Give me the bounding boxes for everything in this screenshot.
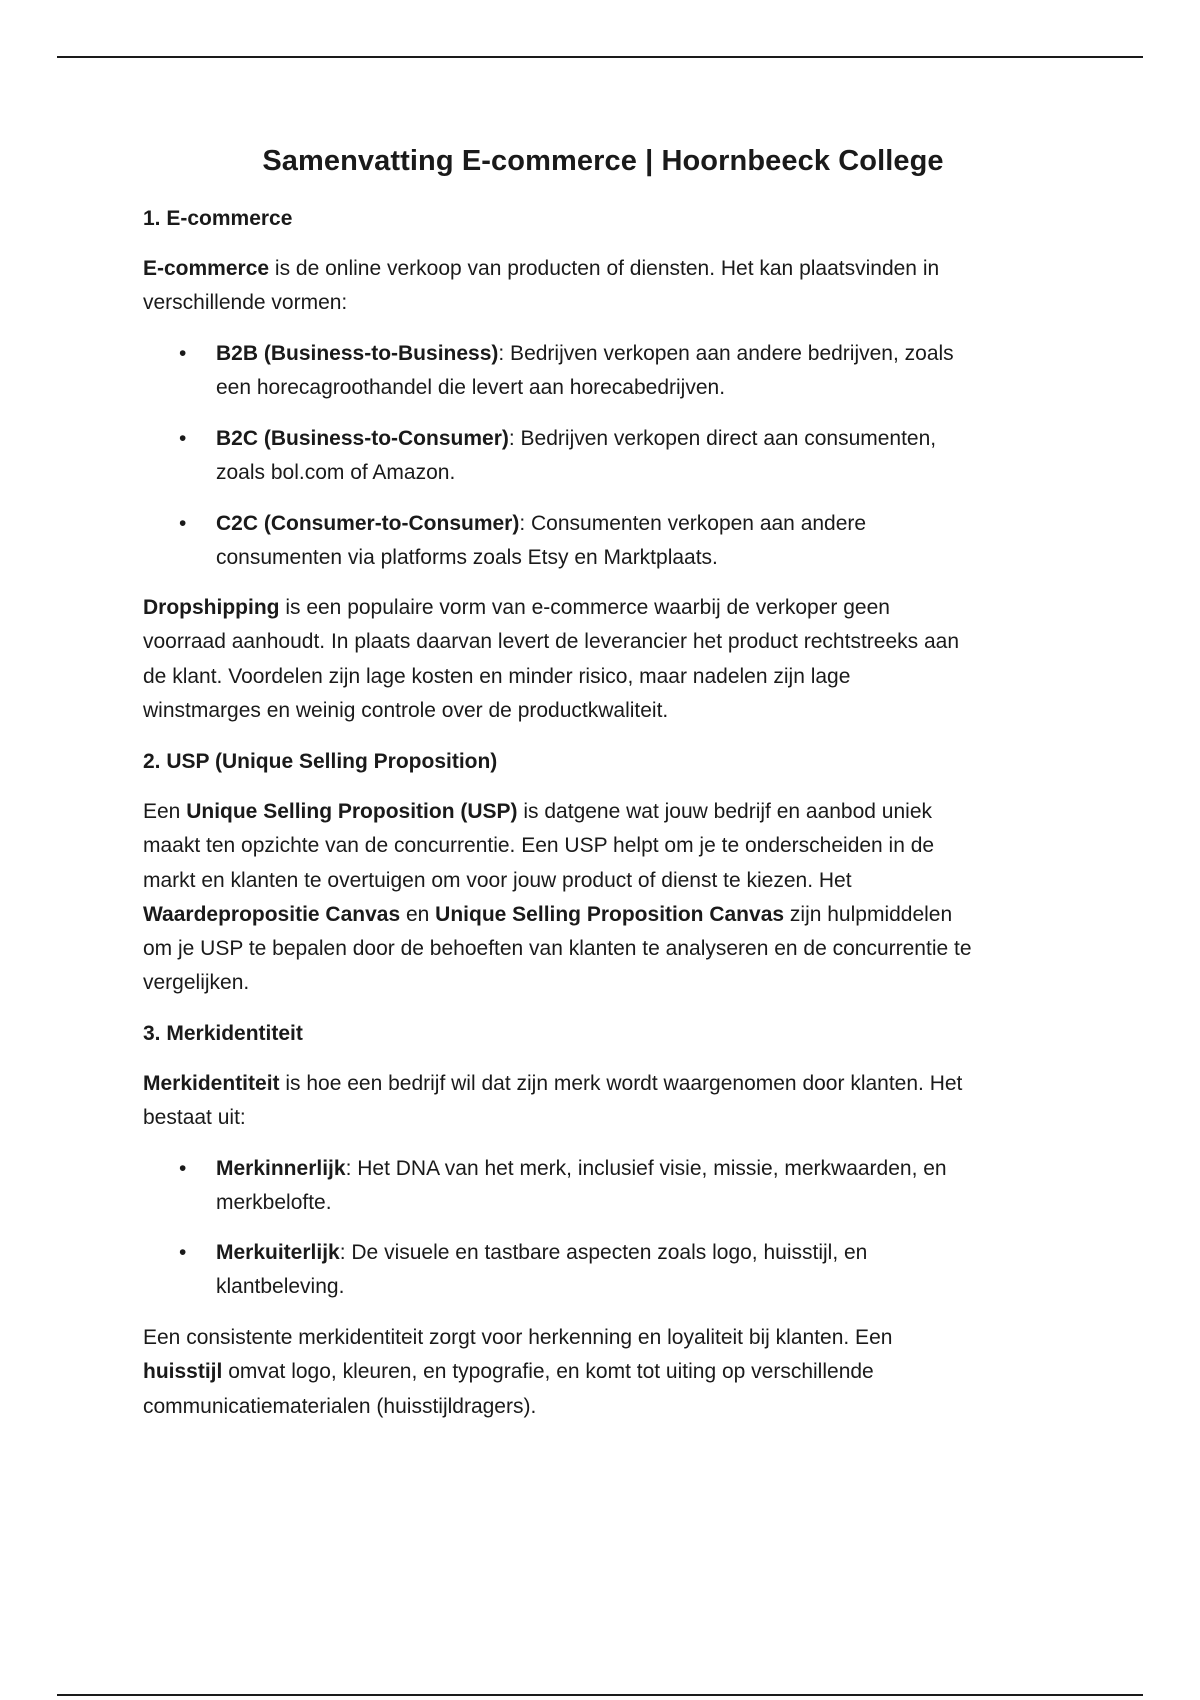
list-item-c2c — [179, 507, 1056, 576]
text: vergelijken. — [143, 971, 250, 995]
term: Unique Selling Proposition (USP) — [186, 800, 518, 823]
list-item-merkinnerlijk — [179, 1152, 1056, 1221]
text: winstmarges en weinig controle over de productkwaliteit. — [143, 698, 669, 722]
bullet-icon: • — [179, 1157, 187, 1180]
list-item-merkuiterlijk — [179, 1236, 1056, 1305]
section-heading-usp: 2. USP (Unique Selling Proposition) — [143, 750, 498, 773]
bullet-icon: • — [179, 342, 187, 365]
text: : Bedrijven verkopen direct aan consumenten, — [508, 427, 937, 450]
term: Merkinnerlijk — [216, 1157, 346, 1180]
ecommerce-intro — [143, 252, 1063, 321]
text: : Het DNA van het merk, inclusief visie, missie, merkwaarden, en — [345, 1157, 947, 1180]
list-item-b2b — [179, 337, 1056, 406]
huisstijl-paragraph — [143, 1321, 1063, 1424]
text: een horecagroothandel die levert aan horecabedrijven. — [216, 376, 726, 400]
term: Merkidentiteit — [143, 1072, 280, 1095]
term: Waardepropositie Canvas — [143, 902, 401, 926]
term: E-commerce — [143, 257, 270, 280]
text: om je USP te bepalen door de behoeften van klanten te analyseren en de concurrentie te — [143, 937, 972, 961]
term: B2B (Business-to-Business) — [216, 342, 499, 365]
section-heading-ecommerce: 1. E-commerce — [143, 207, 293, 230]
text: is datgene wat jouw bedrijf en aanbod uniek — [517, 800, 932, 823]
section-heading-merkidentiteit: 3. Merkidentiteit — [143, 1022, 303, 1045]
text: consumenten via platforms zoals Etsy en Marktplaats. — [216, 546, 718, 570]
bottom-divider — [57, 1694, 1143, 1696]
text: markt en klanten te overtuigen om voor jouw product of dienst te kiezen. Het — [143, 868, 852, 892]
term: Dropshipping — [143, 596, 280, 619]
text: de klant. Voordelen zijn lage kosten en minder risico, maar nadelen zijn lage — [143, 664, 851, 688]
text: : De visuele en tastbare aspecten zoals logo, huisstijl, en — [339, 1241, 868, 1264]
text: : Consumenten verkopen aan andere — [519, 512, 867, 535]
text: zijn hulpmiddelen — [784, 902, 953, 926]
term: Unique Selling Proposition Canvas — [435, 902, 785, 926]
text: is hoe een bedrijf wil dat zijn merk wordt waargenomen door klanten. Het — [279, 1072, 963, 1095]
text: communicatiematerialen (huisstijldragers). — [143, 1394, 537, 1418]
text: merkbelofte. — [216, 1191, 332, 1215]
usp-paragraph — [143, 795, 1063, 1001]
term: huisstijl — [143, 1360, 223, 1384]
text: klantbeleving. — [216, 1275, 345, 1299]
text: omvat logo, kleuren, en typografie, en komt tot uiting op verschillende — [222, 1360, 874, 1384]
term: Merkuiterlijk — [216, 1241, 340, 1264]
text: zoals bol.com of Amazon. — [216, 461, 456, 485]
text: voorraad aanhoudt. In plaats daarvan levert de leverancier het product rechtstreeks aan — [143, 630, 959, 654]
term: B2C (Business-to-Consumer) — [216, 427, 509, 450]
text: en — [400, 902, 436, 926]
text: bestaat uit: — [143, 1106, 246, 1130]
text: Een — [143, 800, 187, 823]
bullet-icon: • — [179, 427, 187, 450]
text: is een populaire vorm van e-commerce waarbij de verkoper geen — [279, 596, 890, 619]
bullet-icon: • — [179, 1241, 187, 1264]
list-item-b2c — [179, 422, 1056, 491]
text: : Bedrijven verkopen aan andere bedrijven, zoals — [498, 342, 954, 365]
text: Een consistente merkidentiteit zorgt voor herkenning en loyaliteit bij klanten. Een — [143, 1326, 893, 1349]
bullet-icon: • — [179, 512, 187, 535]
dropshipping-paragraph — [143, 591, 1063, 728]
merkidentiteit-intro — [143, 1067, 1063, 1136]
top-divider — [57, 56, 1143, 58]
text: maakt ten opzichte van de concurrentie. Een USP helpt om je te onderscheiden in de — [143, 834, 935, 858]
document-title: Samenvatting E-commerce | Hoornbeeck College — [262, 145, 944, 177]
term: C2C (Consumer-to-Consumer) — [216, 512, 520, 535]
text: is de online verkoop van producten of diensten. Het kan plaatsvinden in — [269, 257, 940, 280]
text: verschillende vormen: — [143, 291, 348, 315]
